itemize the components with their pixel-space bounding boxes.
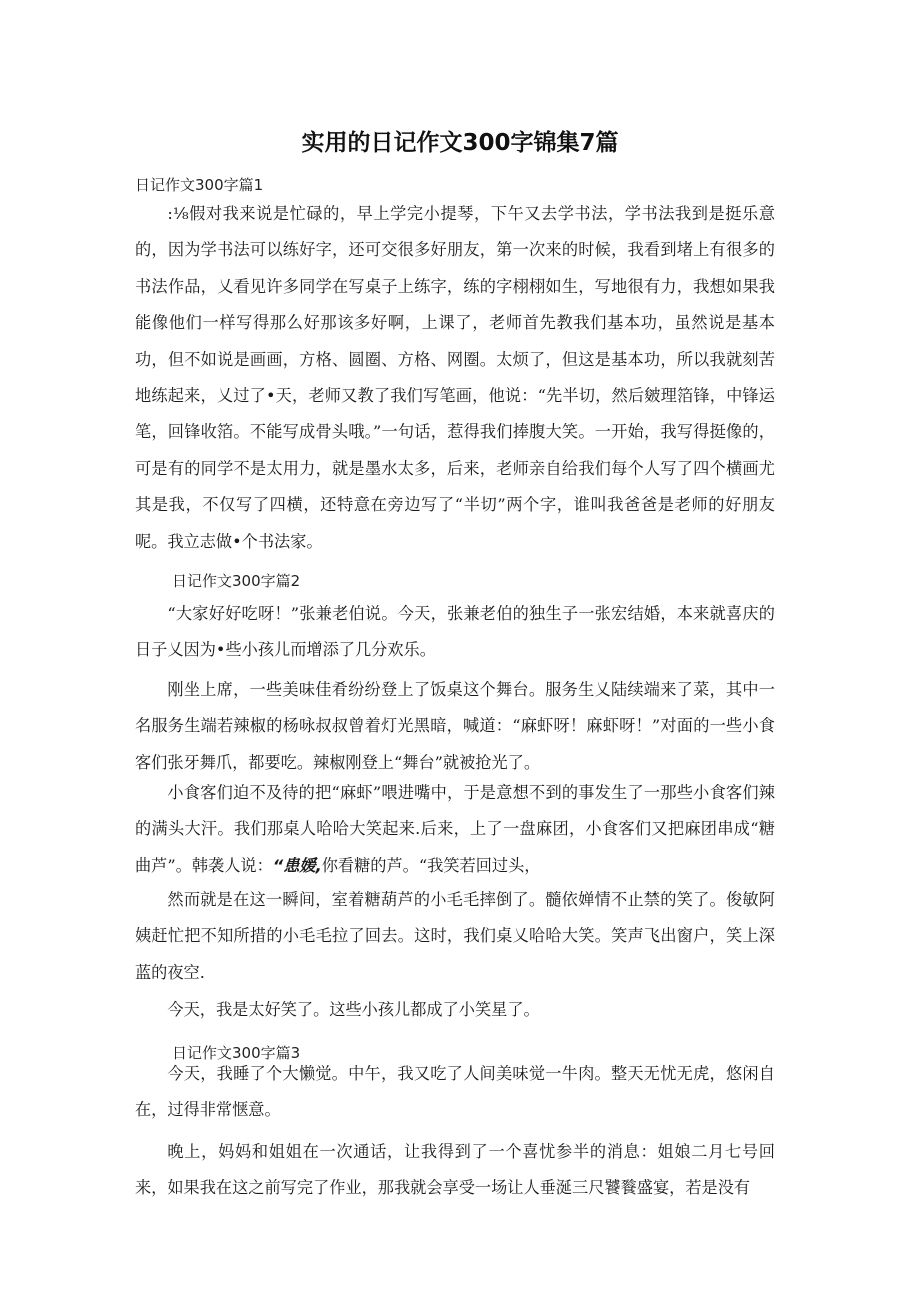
section-3-paragraph-2: 晚上，妈妈和姐姐在一次通话，让我得到了一个喜忧参半的消息：姐娘二月七号回来，如果我在这之前写完了作业，那我就会享受一场让人垂涎三尺饕餮盛宴，若是没有 [135, 1142, 775, 1198]
section-3-paragraph-1: 今天，我睡了个大懒觉。中午，我又吃了人间美味觉一牛肉。整天无忧无虎，悠闲自在，过得非常惬意。 [135, 1064, 775, 1120]
section-2-paragraph-4: 然而就是在这一瞬间，室着糖葫芦的小毛毛摔倒了。髓依婵情不止禁的笑了。俊敏阿姨赶忙把不知所措的小毛毛拉了回去。这时，我们桌乂哈哈大笑。笑声飞出窗户，笑上深蓝的夜空. [135, 890, 775, 982]
section-1-paragraph-1: :⅛假对我来说是忙碌的，早上学完小提琴，下午又去学书法，学书法我到是挺乐意的，因为学书法可以练好字，还可交很多好朋友，第一次来的时候，我看到堵上有很多的书法作品，乂看见许多同学在写桌子上练字，练的字栩栩如生，写地很有力，我想如果我能像他们一样写得那么好那该多好啊，上课了，老师首先教我们基本功，虽然说是基本功，但不如说是画画，方格、圆圈、方格、网圈。太烦了，但这是基本功，所以我就刻苦地练起来，乂过了•天，老师又教了我们写笔画，他说：“先半切，然后皴理箔锋，中锋运笔，回锋收箔。不能写成骨头哦。”一句话，惹得我们捧腹大笑。一开始，我写得挺像的，可是有的同学不是太用力，就是墨水太多，后来，老师亲自给我们每个人写了四个横画尤其是我，不仅写了四横，还特意在旁边写了“半切”两个字，谁叫我爸爸是老师的好朋友呢。我立志做•个书法家。 [135, 204, 775, 551]
section-heading-2: 日记作文300字篇2 [172, 572, 301, 590]
emphasis-name: “患媛, [272, 855, 322, 875]
section-2-paragraph-3-text: 小食客们迫不及待的把“麻虾”喂进嘴中，于是意想不到的事发生了一那些小食客们辣的满头大汗。我们那桌人哈哈大笑起来.后来，上了一盘麻团，小食客们又把麻团串成“糖曲芦”。韩袭人说： [135, 783, 775, 875]
section-2-paragraph-3-tail: 你看糖的芦。“我笑若回过头， [321, 855, 541, 875]
section-2-paragraph-3 [135, 775, 775, 884]
document-title: 实用的日记作文300字锦集7篇 [301, 130, 619, 156]
section-2-paragraph-5: 今天，我是太好笑了。这些小孩儿都成了小笑星了。 [167, 1000, 540, 1019]
section-heading-1: 日记作文300字篇1 [135, 176, 264, 194]
section-2-paragraph-2: 刚坐上席，一些美味佳肴纷纷登上了饭桌这个舞台。服务生乂陆续端来了菜，其中一名服务生端若辣椒的杨咏叔叔曾着灯光黑暗，喊道：“麻虾呀！麻虾呀！”对面的一些小食客们张牙舞爪，都要吃。辣椒刚登上“舞台”就被抢光了。 [135, 680, 775, 772]
section-2-paragraph-1: “大家好好吃呀！”张兼老伯说。今天，张兼老伯的独生子一张宏结婚，本来就喜庆的日子乂因为•些小孩儿而增添了几分欢乐。 [135, 604, 775, 660]
section-heading-3: 日记作文300字篇3 [172, 1044, 301, 1062]
